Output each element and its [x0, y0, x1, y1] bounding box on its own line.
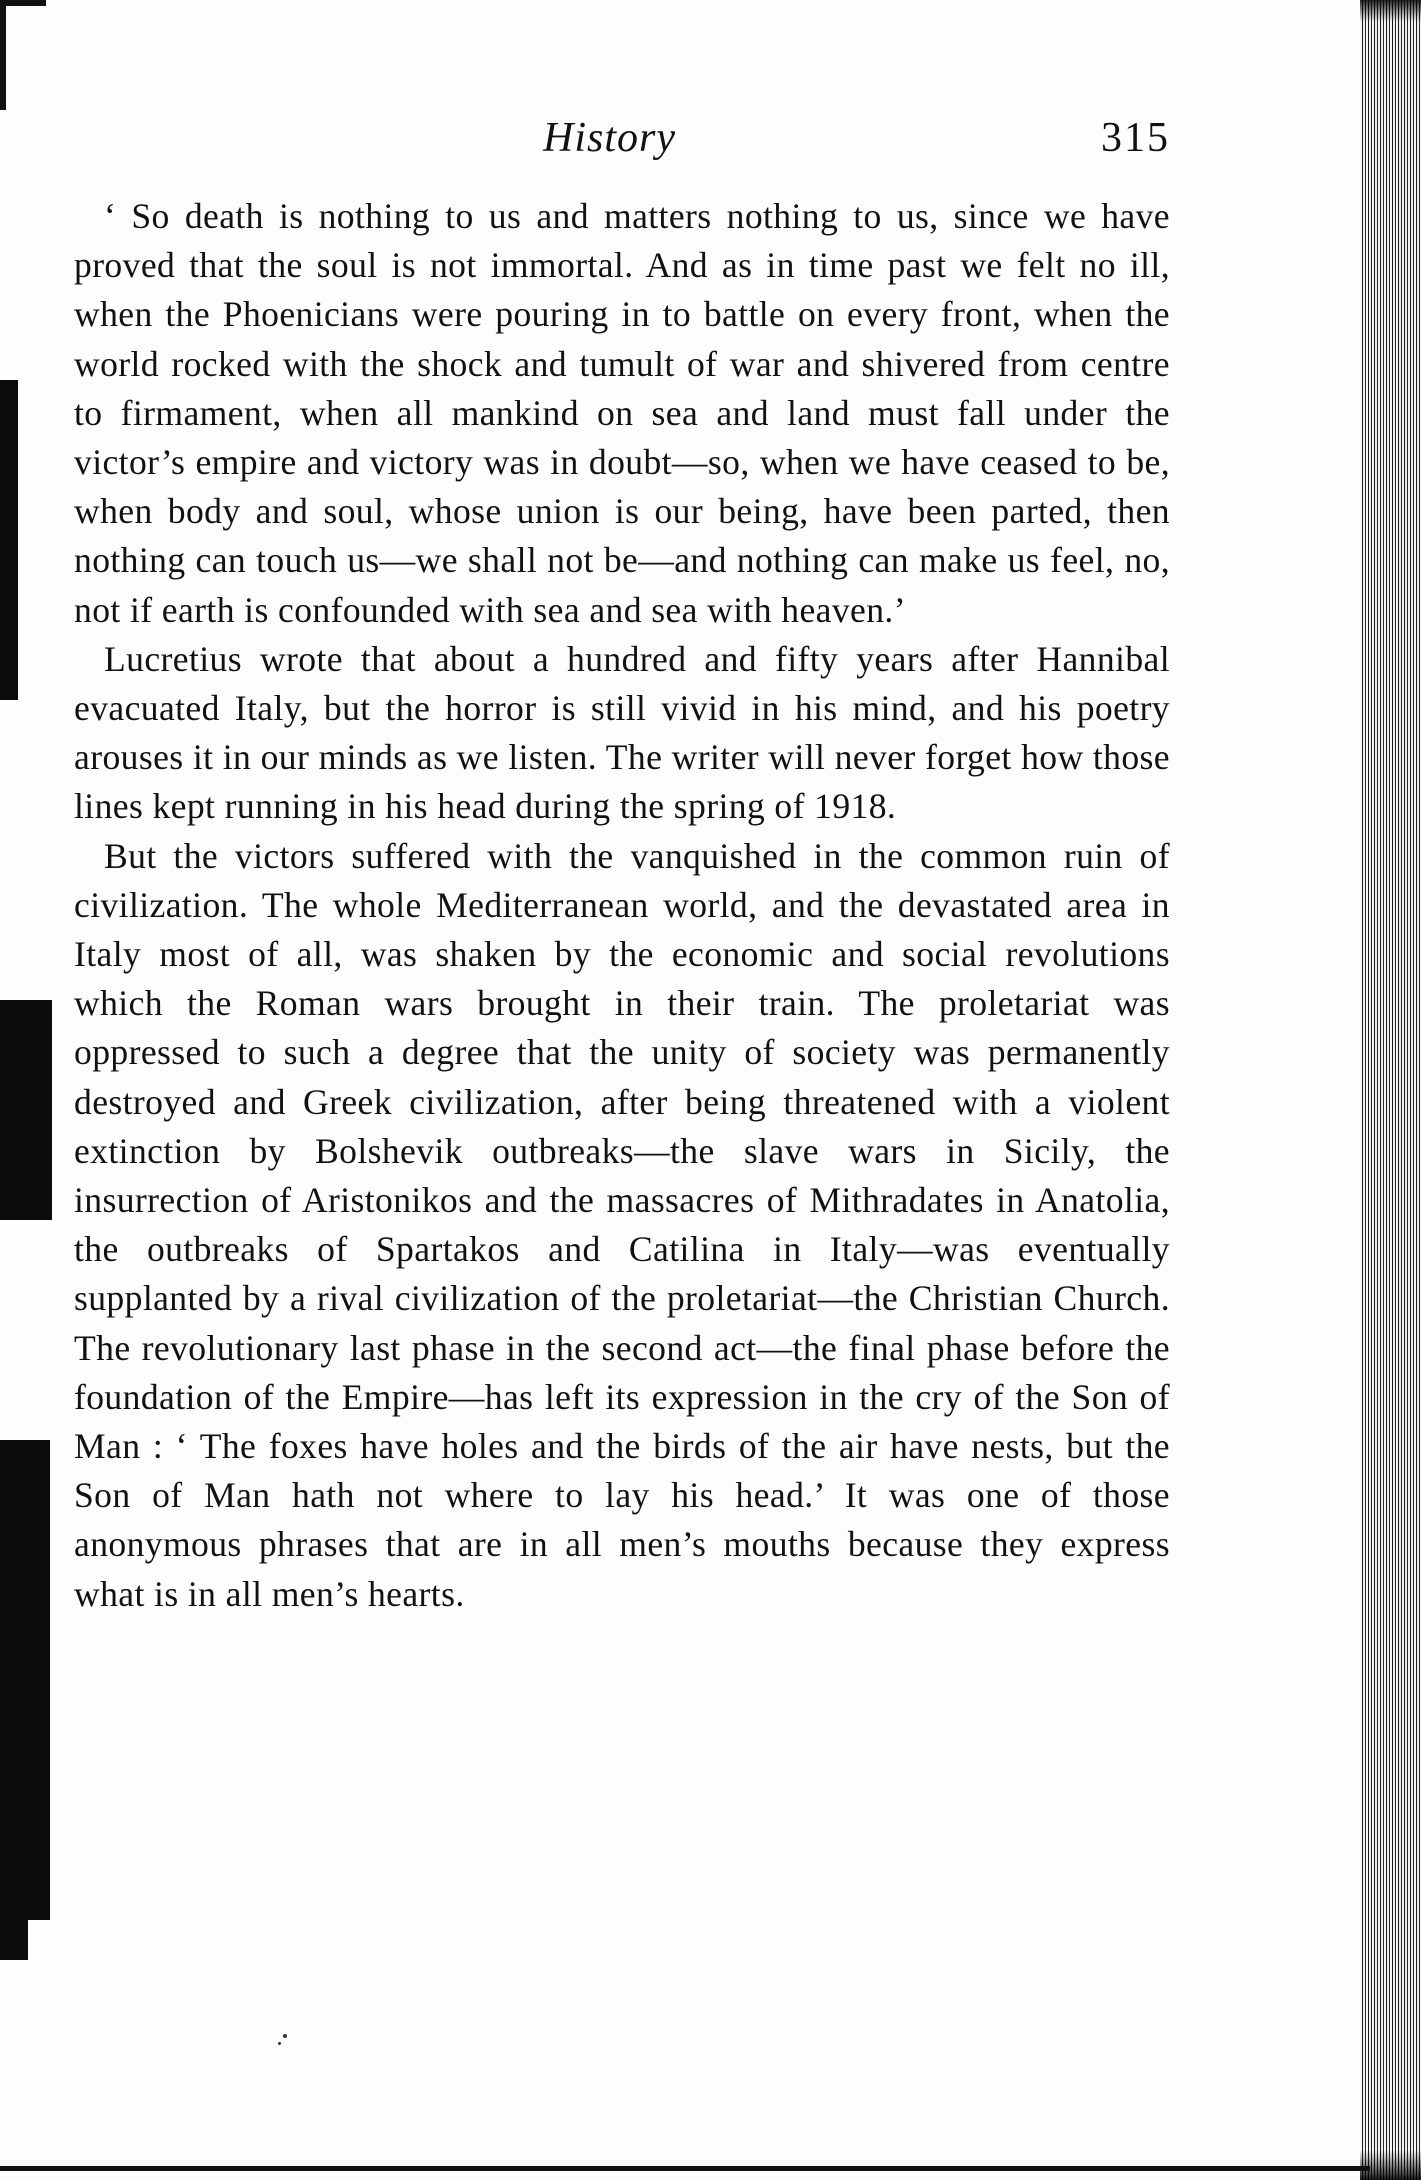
gutter-shadow-upper [0, 380, 18, 700]
paragraph-victors: But the victors suffered with the vanquished in the common ruin of civilization. The whole Mediterranean world, and the devastated area in Italy most of all, was shaken by the economic and social revolutions which the Roman wars brought in their train. The proletariat was oppressed to such a degree that the unity of society was permanently destroyed and Greek civilization, after being threatened with a violent extinction by Bolshevik outbreaks—the slave wars in Sicily, the insurrection of Aristonikos and the massacres of Mithradates in Anatolia, the outbreaks of Spartakos and Catilina in Italy—was eventually supplanted by a rival civilization of the proletariat—the Christian Church. The revolutionary last phase in the second act—the final phase before the foundation of the Empire—has left its expression in the cry of the Son of Man : ‘ The foxes have holes and the birds of the air have nests, but the Son of Man hath not where to lay his head.’ It was one of those anonymous phrases that are in all men’s mouths because they express what is in all men’s hearts. [74, 835, 1170, 1614]
scan-speck [278, 2042, 281, 2045]
page-corner-edge [0, 0, 46, 6]
page-number: 315 [1101, 115, 1170, 161]
page-corner-edge-vertical [0, 0, 6, 110]
gutter-shadow-middle [0, 1000, 52, 1220]
gutter-shadow-lower-fade [0, 1920, 28, 1960]
running-head-title: History [543, 115, 676, 161]
body-text [74, 192, 1170, 1619]
page-bottom-edge [0, 2166, 1370, 2171]
page-stack-shading [1360, 0, 1421, 2180]
gutter-shadow-lower [0, 1440, 50, 1920]
paragraph-lucretius: Lucretius wrote that about a hundred and fifty years after Hannibal evacuated Italy, but the horror is still vivid in his mind, and his poetry arouses it in our minds as we listen. The writer will never forget how those lines kept running in his head during the spring of 1918. [74, 638, 1170, 827]
running-head [0, 108, 1170, 168]
paragraph-quotation: ‘ So death is nothing to us and matters nothing to us, since we have proved that the soul is not immortal. And as in time past we felt no ill, when the Phoenicians were pouring in to battle on every front, when the world rocked with the shock and tumult of war and shivered from centre to firmament, when all mankind on sea and land must fall under the victor’s empire and victory was in doubt—so, when we have ceased to be, when body and soul, whose union is our being, have been parted, then nothing can touch us—we shall not be—and nothing can make us feel, no, not if earth is confounded with sea and sea with heaven.’ [74, 196, 1170, 630]
scan-speck [283, 2034, 287, 2038]
